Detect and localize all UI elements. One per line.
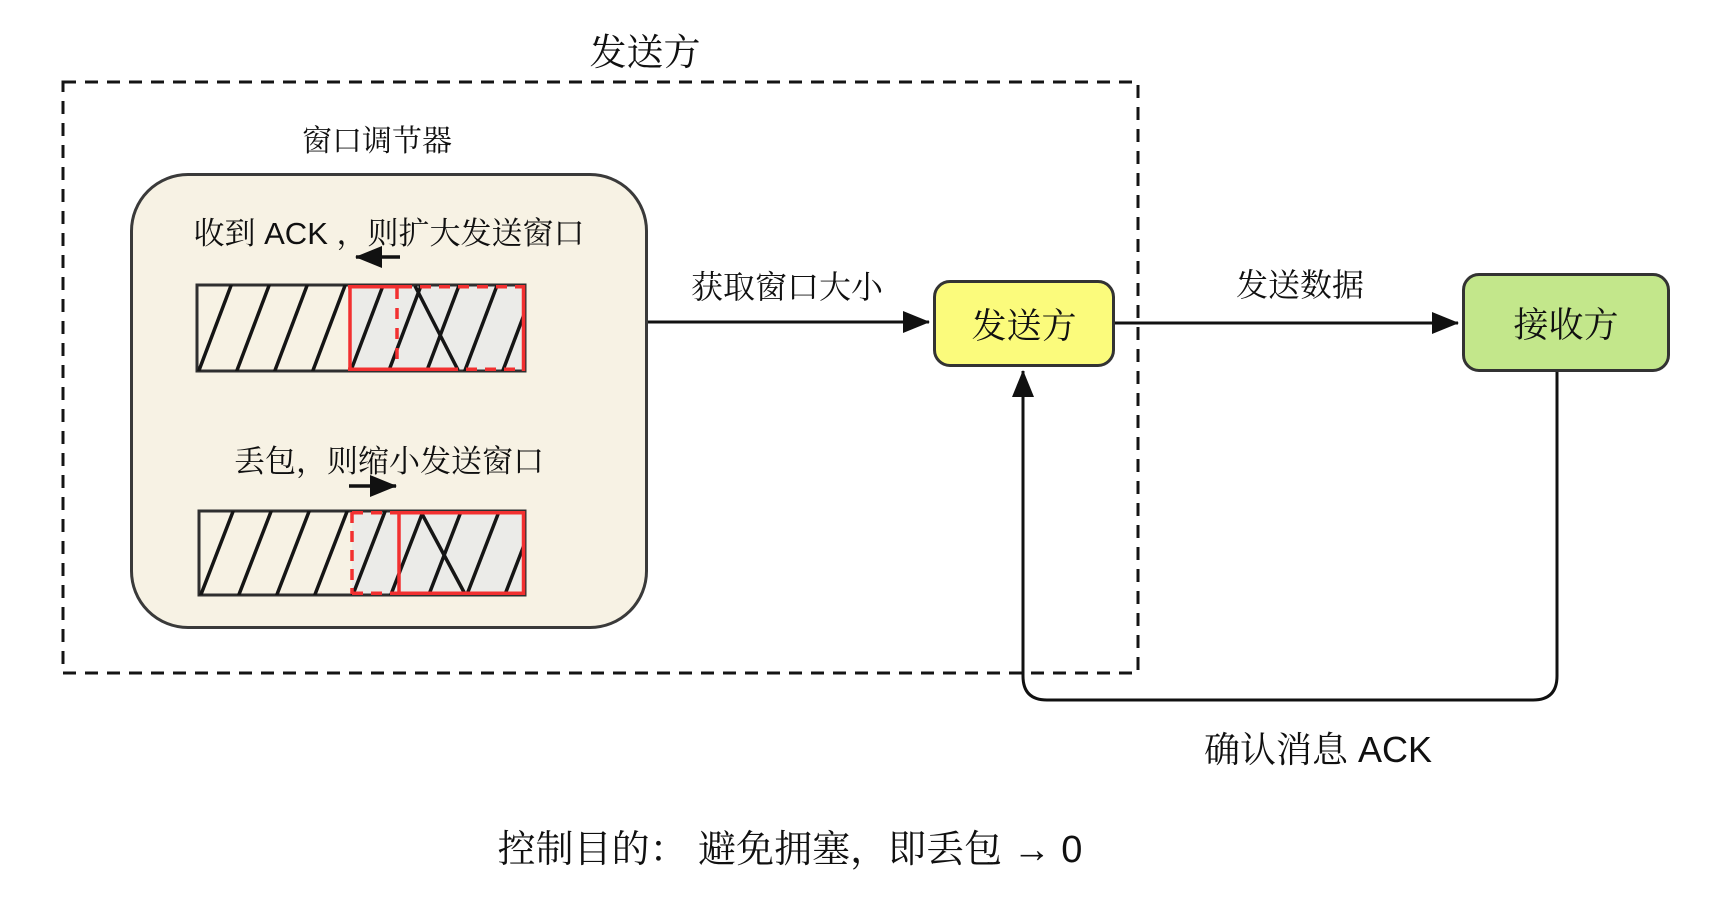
receiver-node	[1462, 273, 1670, 372]
ack-message-label: 确认消息 ACK	[1203, 729, 1433, 770]
window-adjuster-label: 窗口调节器	[302, 125, 452, 158]
ack-feedback-arrow	[1023, 371, 1557, 700]
get-window-size-label: 获取窗口大小	[690, 269, 883, 305]
bar2-hatch	[199, 511, 525, 595]
send-window-bar-expand	[195, 283, 527, 373]
sender-region-title: 发送方	[589, 32, 701, 73]
loss-shrink-caption: 丢包，则缩小发送窗口	[234, 444, 544, 479]
ack-expand-caption: 收到 ACK ，则扩大发送窗口	[193, 216, 585, 251]
send-window-bar-shrink	[197, 509, 527, 597]
bar1-hatch	[197, 285, 525, 371]
send-data-label: 发送数据	[1235, 267, 1364, 303]
sender-node-label: 发送方	[971, 306, 1077, 346]
sender-node	[933, 280, 1115, 367]
control-goal-caption: 控制目的： 避免拥塞，即丢包 → 0	[497, 829, 1083, 871]
receiver-node-label: 接收方	[1513, 305, 1619, 345]
